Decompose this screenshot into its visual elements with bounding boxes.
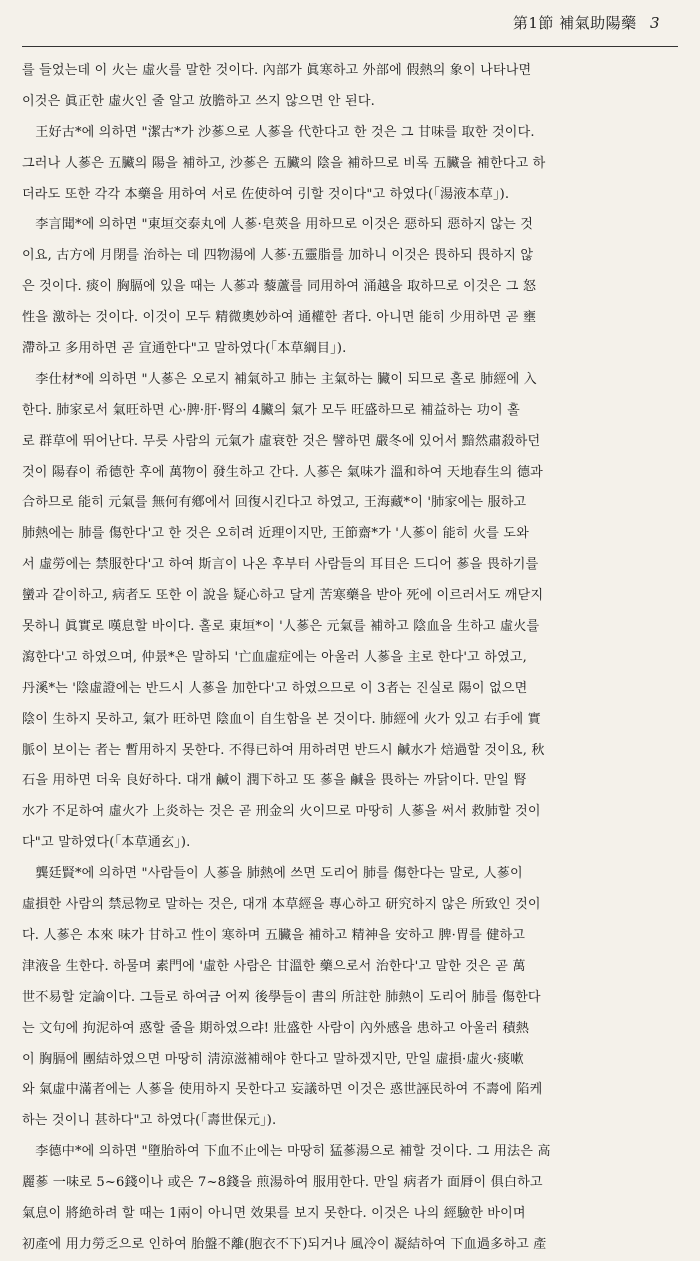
text-line: 더라도 또한 각각 本藥을 用하여 서로 佐使하여 引할 것이다"고 하였다(「湯液本草」). [22, 186, 510, 202]
text-line: 다"고 말하였다(「本草通玄」). [22, 835, 191, 851]
text-line: 瀉한다'고 하였으며, 仲景*은 말하되 '亡血虛症에는 아울러 人蔘을 主로 한다'고 하였고, [22, 649, 527, 665]
text-line: 하는 것이니 甚하다"고 하였다(「壽世保元」). [22, 1113, 277, 1129]
text-line: 것이 陽春이 希德한 후에 萬物이 發生하고 간다. 人蔘은 氣味가 溫和하여 天地春生의 德과 [22, 464, 543, 480]
text-line: 蠻과 같이하고, 病者도 또한 이 說을 疑心하고 달게 苦寒藥을 받아 死에 이르러서도 깨닫지 [22, 588, 544, 604]
text-line: 서 虛勞에는 禁服한다'고 하여 斯言이 나온 후부터 사람들의 耳目은 드디어 蔘을 畏하기를 [22, 557, 539, 573]
text-line: 津液을 生한다. 하물며 素門에 '虛한 사람은 甘溫한 藥으로서 治한다'고 말한 것은 곧 萬 [22, 958, 526, 974]
text-line: 이 胸膈에 團結하였으면 마땅히 淸涼滋補해야 한다고 말하겠지만, 만일 虛損·虛火·痰嗽 [22, 1051, 524, 1067]
text-line: 初產에 用力勞乏으로 인하여 胎盤不離(胞衣不下)되거나 風冷이 凝結하여 下血過多하고 產 [22, 1236, 547, 1252]
text-line: 王好古*에 의하면 "潔古*가 沙蔘으로 人蔘을 代한다고 한 것은 그 甘味를 取한 것이다. [22, 124, 535, 140]
text-line: 脈이 보이는 者는 暫用하지 못한다. 不得已하여 用하려면 반드시 鹹水가 焙過할 것이요, 秋 [22, 742, 545, 758]
text-line: 龔廷賢*에 의하면 "사람들이 人蔘을 肺熱에 쓰면 도리어 肺를 傷한다는 말로, 人蔘이 [22, 866, 523, 882]
text-line: 虛損한 사람의 禁忌物로 말하는 것은, 대개 本草經을 專心하고 研究하지 않은 所致인 것이 [22, 897, 541, 913]
page-number: 3 [649, 14, 660, 32]
text-line: 그러나 人蔘은 五臟의 陽을 補하고, 沙蔘은 五臟의 陰을 補하므로 비록 五臟을 補한다고 하 [22, 155, 546, 171]
text-line: 이것은 眞正한 虛火인 줄 알고 放膽하고 쓰지 않으면 안 된다. [22, 93, 375, 109]
text-line: 를 들었는데 이 火는 虛火를 말한 것이다. 內部가 眞寒하고 外部에 假熱의 象이 나타나면 [22, 63, 532, 78]
text-line: 李德中*에 의하면 "墮胎하여 下血不止에는 마땅히 猛蔘湯으로 補할 것이다. 그 用法은 高 [22, 1144, 551, 1160]
text-line: 이요, 古方에 月閉를 治하는 데 四物湯에 人蔘·五靈脂를 加하니 이것은 畏하되 畏하지 않 [22, 248, 534, 264]
text-line: 滯하고 多用하면 곧 宣通한다"고 말하였다(「本草綱目」). [22, 341, 347, 357]
text-line: 로 群草에 뛰어난다. 무릇 사람의 元氣가 虛衰한 것은 譬하면 嚴冬에 있어서 黯然肅殺하던 [22, 433, 541, 449]
text-line: 은 것이다. 痰이 胸膈에 있을 때는 人蔘과 藜蘆를 同用하여 涌越을 取하므로 이것은 그 怒 [22, 279, 537, 295]
text-line: 合하므로 能히 元氣를 無何有鄕에서 回復시킨다고 하였고, 王海藏*이 '肺家에는 服하고 [22, 495, 527, 511]
text-line: 못하니 眞實로 嘆息할 바이다. 홀로 東垣*이 '人蔘은 元氣를 補하고 陰血을 生하고 虛火를 [22, 619, 540, 635]
text-line: 性을 激하는 것이다. 이것이 모두 精微奧妙하여 通權한 者다. 아니면 能히 少用하면 곧 壅 [22, 310, 537, 326]
text-line: 丹溪*는 '陰虛證에는 반드시 人蔘을 加한다'고 하였으므로 이 3者는 진실로 陽이 없으면 [22, 680, 528, 696]
text-line: 는 文句에 拘泥하여 惑할 줄을 期하였으랴! 壯盛한 사람이 內外感을 患하고 아울러 積熱 [22, 1020, 530, 1036]
running-header [513, 12, 660, 33]
text-line: 한다. 肺家로서 氣旺하면 心·脾·肝·腎의 4臟의 氣가 모두 旺盛하므로 補益하는 功이 홀 [22, 402, 520, 418]
text-line: 石을 用하면 더욱 良好하다. 대개 鹹이 潤下하고 또 蔘을 鹹을 畏하는 까닭이다. 만일 腎 [22, 773, 527, 789]
text-line: 李仕材*에 의하면 "人蔘은 오로지 補氣하고 肺는 主氣하는 臟이 되므로 홀로 肺經에 入 [22, 371, 537, 387]
text-line: 肺熱에는 肺를 傷한다'고 한 것은 오히려 近理이지만, 王節齋*가 '人蔘이 能히 火를 도와 [22, 526, 529, 542]
text-line: 陰이 生하지 못하고, 氣가 旺하면 陰血이 自生함을 본 것이다. 肺經에 火가 있고 右手에 實 [22, 711, 541, 727]
text-line: 世不易할 定論이다. 그들로 하여금 어찌 後學들이 書의 所註한 肺熱이 도리어 肺를 傷한다 [22, 989, 541, 1005]
text-line: 李言聞*에 의하면 "東垣交泰丸에 人蔘·皂莢을 用하므로 이것은 惡하되 惡하지 않는 것 [22, 217, 534, 233]
header-rule [22, 46, 678, 47]
text-line: 氣息이 將絶하려 할 때는 1兩이 아니면 效果를 보지 못한다. 이것은 나의 經驗한 바이며 [22, 1205, 526, 1221]
text-line: 와 氣虛中滿者에는 人蔘을 使用하지 못한다고 妄議하면 이것은 惑世誣民하여 不壽에 陷케 [22, 1082, 543, 1098]
body-text [22, 56, 678, 1261]
text-line: 다. 人蔘은 本來 味가 甘하고 性이 寒하며 五臟을 補하고 精神을 安하고 脾·胃를 健하고 [22, 927, 526, 943]
section-number: 第1節 [512, 14, 554, 32]
text-line: 水가 不足하여 虛火가 上炎하는 것은 곧 刑金의 火이므로 마땅히 人蔘을 써서 救肺할 것이 [22, 804, 541, 820]
section-title: 補氣助陽藥 [559, 14, 637, 32]
text-line: 麗蔘 一味로 5~6錢이나 或은 7~8錢을 煎湯하여 服用한다. 만일 病者가 面脣이 俱白하고 [22, 1175, 543, 1191]
